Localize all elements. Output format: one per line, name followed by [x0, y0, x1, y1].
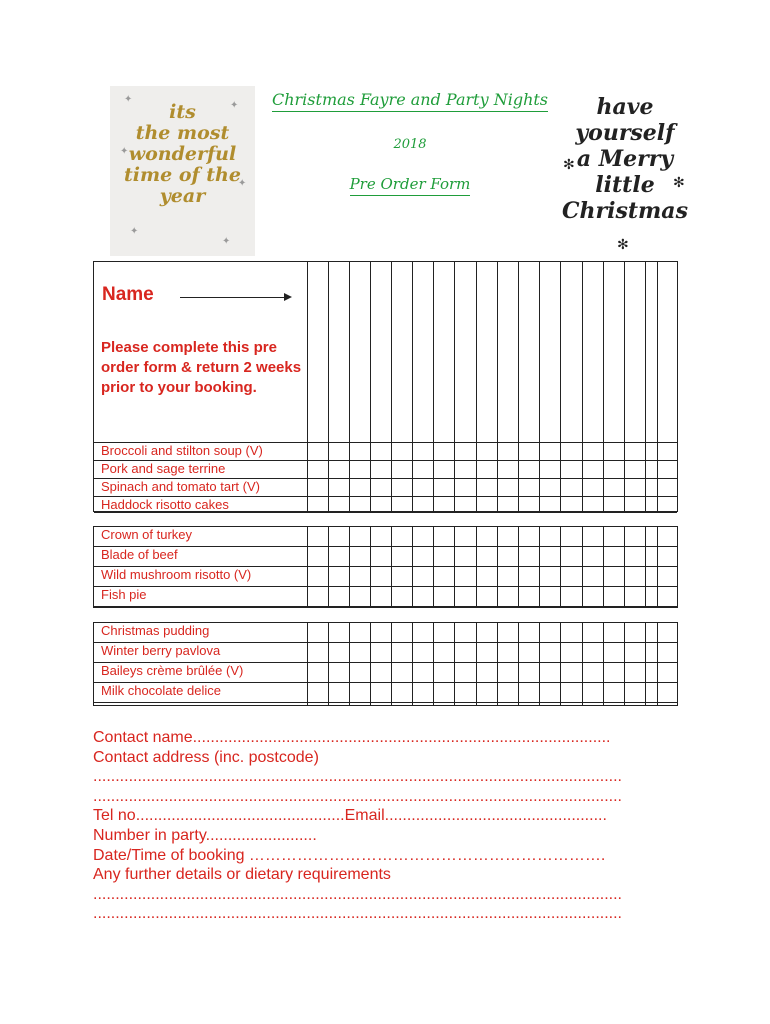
mains-grid: [93, 526, 678, 608]
dietary-line-field[interactable]: .......................................................................................................................: [93, 885, 622, 903]
grid-column-line: [539, 262, 540, 511]
right-logo-line: have: [596, 94, 654, 120]
grid-column-line: [657, 623, 658, 705]
grid-column-line: [657, 262, 658, 511]
grid-column-line: [624, 527, 625, 607]
grid-column-line: [603, 527, 604, 607]
arrow-right-icon: [180, 297, 290, 298]
menu-item-label: Winter berry pavlova: [101, 643, 221, 658]
grid-column-line: [582, 262, 583, 511]
grid-column-line: [433, 527, 434, 607]
menu-row: [94, 643, 677, 663]
grid-column-line: [518, 527, 519, 607]
grid-column-line: [433, 262, 434, 511]
grid-column-line: [412, 527, 413, 607]
right-logo-text: [555, 94, 695, 224]
star-icon: ✦: [230, 100, 239, 111]
snowflake-icon: ✻: [617, 236, 629, 252]
grid-column-line: [370, 623, 371, 705]
grid-column-line: [603, 623, 604, 705]
grid-column-line: [645, 262, 646, 511]
star-icon: ✦: [130, 226, 139, 237]
star-icon: ✦: [238, 178, 247, 189]
menu-item-label: Baileys crème brûlée (V): [101, 663, 244, 678]
contact-name-field[interactable]: Contact name..............................................................................................: [93, 729, 611, 746]
grid-column-line: [624, 623, 625, 705]
contact-section: [93, 728, 678, 924]
tel-email-field[interactable]: Tel no...............................................Email..................................................: [93, 807, 607, 825]
right-logo: [555, 86, 695, 261]
right-logo-line: yourself: [575, 120, 675, 146]
star-icon: ✦: [222, 236, 231, 247]
menu-item-label: Fish pie: [101, 587, 147, 602]
page-title: Christmas Fayre and Party Nights: [240, 90, 580, 109]
left-logo-line: year: [159, 185, 206, 207]
grid-column-line: [349, 623, 350, 705]
menu-item-label: Pork and sage terrine: [101, 461, 226, 476]
form-subtitle: Pre Order Form: [240, 175, 580, 193]
menu-item-label: Crown of turkey: [101, 527, 193, 542]
menu-row: [94, 587, 677, 607]
grid-column-line: [582, 527, 583, 607]
name-label: Name: [102, 284, 154, 305]
grid-column-line: [518, 623, 519, 705]
grid-column-line: [307, 527, 308, 607]
menu-row: [94, 683, 677, 703]
grid-column-line: [391, 527, 392, 607]
left-logo-line: time of the: [124, 164, 241, 186]
year-label: 2018: [393, 137, 427, 152]
party-size-field[interactable]: Number in party.........................: [93, 826, 317, 844]
grid-column-line: [560, 623, 561, 705]
address-line-field[interactable]: .......................................................................................................................: [93, 787, 622, 805]
grid-column-line: [328, 527, 329, 607]
left-logo: [110, 86, 255, 256]
menu-item-label: Spinach and tomato tart (V): [101, 479, 260, 494]
grid-column-line: [370, 527, 371, 607]
grid-column-line: [349, 527, 350, 607]
grid-column-line: [412, 262, 413, 511]
left-logo-line: its: [169, 101, 196, 123]
grid-column-line: [497, 623, 498, 705]
grid-column-line: [645, 527, 646, 607]
menu-item-label: Broccoli and stilton soup (V): [101, 443, 263, 458]
menu-row: [94, 443, 677, 461]
right-logo-line: a Merry: [576, 146, 674, 172]
snowflake-icon: ✻: [673, 174, 685, 190]
grid-column-line: [307, 262, 308, 511]
grid-column-line: [603, 262, 604, 511]
grid-column-line: [476, 262, 477, 511]
grid-column-line: [412, 623, 413, 705]
grid-column-line: [328, 262, 329, 511]
grid-column-line: [582, 623, 583, 705]
right-logo-line: little: [595, 172, 655, 198]
menu-item-label: Blade of beef: [101, 547, 178, 562]
grid-column-line: [539, 527, 540, 607]
grid-column-line: [560, 527, 561, 607]
menu-item-label: Haddock risotto cakes: [101, 497, 229, 512]
dietary-label: Any further details or dietary requirements: [93, 866, 391, 884]
menu-row: [94, 623, 677, 643]
grid-column-line: [349, 262, 350, 511]
grid-column-line: [539, 623, 540, 705]
desserts-grid: [93, 622, 678, 706]
menu-row: [94, 461, 677, 479]
star-icon: ✦: [120, 146, 129, 157]
grid-column-line: [391, 623, 392, 705]
menu-item-label: Wild mushroom risotto (V): [101, 567, 252, 582]
grid-column-line: [497, 527, 498, 607]
grid-column-line: [657, 527, 658, 607]
grid-column-line: [518, 262, 519, 511]
menu-row: [94, 663, 677, 683]
grid-column-line: [476, 527, 477, 607]
menu-row: [94, 527, 677, 547]
grid-column-line: [433, 623, 434, 705]
grid-column-line: [391, 262, 392, 511]
grid-column-line: [476, 623, 477, 705]
instructions-text: Please complete this pre order form & return 2 weeks prior to your booking.: [101, 339, 302, 396]
star-icon: ✦: [124, 94, 133, 105]
menu-row: [94, 497, 677, 513]
grid-column-line: [307, 623, 308, 705]
dietary-line-field[interactable]: .......................................................................................................................: [93, 905, 622, 923]
grid-column-line: [497, 262, 498, 511]
right-logo-line: Christmas: [562, 198, 688, 224]
grid-column-line: [370, 262, 371, 511]
name-row: [94, 262, 677, 443]
starters-grid: [93, 261, 678, 512]
grid-column-line: [645, 623, 646, 705]
menu-row: [94, 567, 677, 587]
grid-column-line: [454, 527, 455, 607]
menu-item-label: Milk chocolate delice: [101, 683, 221, 698]
menu-row: [94, 547, 677, 567]
grid-column-line: [328, 623, 329, 705]
menu-item-label: Christmas pudding: [101, 623, 210, 638]
booking-datetime-field[interactable]: Date/Time of booking ………………………………………………………….: [93, 846, 606, 864]
left-logo-text: [110, 102, 255, 207]
left-logo-line: wonderful: [128, 143, 237, 165]
menu-row: [94, 479, 677, 497]
snowflake-icon: ✻: [563, 156, 575, 172]
address-line-field[interactable]: .......................................................................................................................: [93, 768, 622, 786]
grid-column-line: [560, 262, 561, 511]
contact-address-label: Contact address (inc. postcode): [93, 748, 319, 766]
left-logo-line: the most: [135, 122, 230, 144]
grid-column-line: [624, 262, 625, 511]
grid-column-line: [454, 623, 455, 705]
grid-column-line: [454, 262, 455, 511]
